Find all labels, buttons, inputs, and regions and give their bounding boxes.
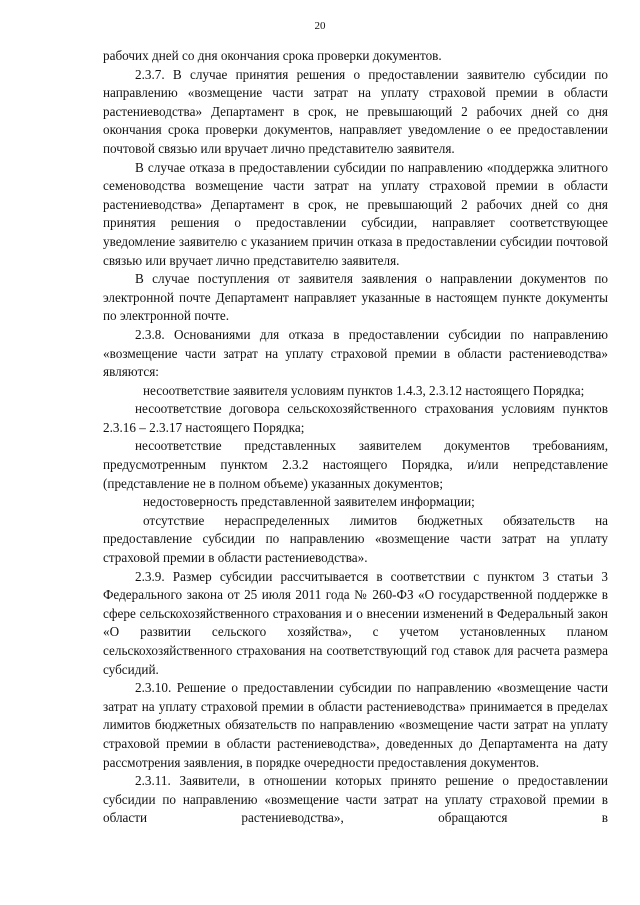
paragraph-email-delivery: В случае поступления от заявителя заявления о направлении документов по электронной почте Департамент направляет указанные в настоящем пункте документы по электронной почте. — [103, 271, 608, 324]
paragraph-2-3-10: 2.3.10. Решение о предоставлении субсидии по направлению «возмещение части затрат на уплату страховой премии в области растениеводства» принимается в пределах лимитов бюджетных обязательств по направлению «возмещение части затрат на уплату страховой премии в области растениеводства», доведенных до Департамента на дату рассмотрения заявления, в порядке очередности предоставления документов. — [103, 680, 608, 770]
document-body — [103, 47, 608, 828]
paragraph-continuation: рабочих дней со дня окончания срока проверки документов. — [103, 48, 442, 63]
list-item-refusal-reason: недостоверность представленной заявителем информации; — [143, 494, 475, 510]
list-item-refusal-reason: несоответствие представленных заявителем документов требованиям, предусмотренным пунктом 2.3.2 настоящего Порядка, и/или непредставление (представление не в полном объеме) указанных документов; — [103, 438, 608, 491]
list-item-refusal-reason: несоответствие договора сельскохозяйственного страхования условиям пунктов 2.3.16 – 2.3.17 настоящего Порядка; — [103, 401, 608, 435]
paragraph-2-3-8: 2.3.8. Основаниями для отказа в предоставлении субсидии по направлению «возмещение части затрат на уплату страховой премии в области растениеводства» являются: — [103, 326, 608, 380]
page-number: 20 — [314, 20, 326, 32]
paragraph-refusal-notice: В случае отказа в предоставлении субсидии по направлению «поддержка элитного семеноводства возмещение части затрат на уплату страховой премии в области растениеводства» Департамент в срок, не превышающий 2 рабочих дней со дня принятия решения о предоставлении субсидии, направляет соответствующее уведомление заявителю с указанием причин отказа в предоставлении субсидии почтовой связью или вручает лично представителю заявителя. — [103, 159, 608, 268]
paragraph-2-3-9: 2.3.9. Размер субсидии рассчитывается в соответствии с пунктом 3 статьи 3 Федерального закона от 25 июля 2011 года № 260-ФЗ «О государственной поддержке в сфере сельскохозяйственного страхования и о внесении изменений в Федеральный закон «О развитии сельского хозяйства», с учетом установленных планом сельскохозяйственного страхования на соответствующий год ставок для расчета размера субсидий. — [103, 568, 608, 677]
paragraph-2-3-11: 2.3.11. Заявители, в отношении которых принято решение о предоставлении субсидии по направлению «возмещение части затрат на уплату страховой премии в области растениеводства», обращаются в — [103, 773, 608, 826]
list-item-refusal-reason: несоответствие заявителя условиям пунктов 1.4.3, 2.3.12 настоящего Порядка; — [143, 382, 585, 398]
list-item-refusal-reason: отсутствие нераспределенных лимитов бюджетных обязательств на предоставление субсидии по направлению «возмещение части затрат на уплату страховой премии в области растениеводства». — [103, 512, 608, 566]
paragraph-2-3-7: 2.3.7. В случае принятия решения о предоставлении заявителю субсидии по направлению «возмещение части затрат на уплату страховой премии в области растениеводства» Департамент в срок, не превышающий 2 рабочих дней со дня окончания срока проверки документов, направляет уведомление о ее предоставлении почтовой связью или вручает лично представителю заявителя. — [103, 66, 608, 156]
